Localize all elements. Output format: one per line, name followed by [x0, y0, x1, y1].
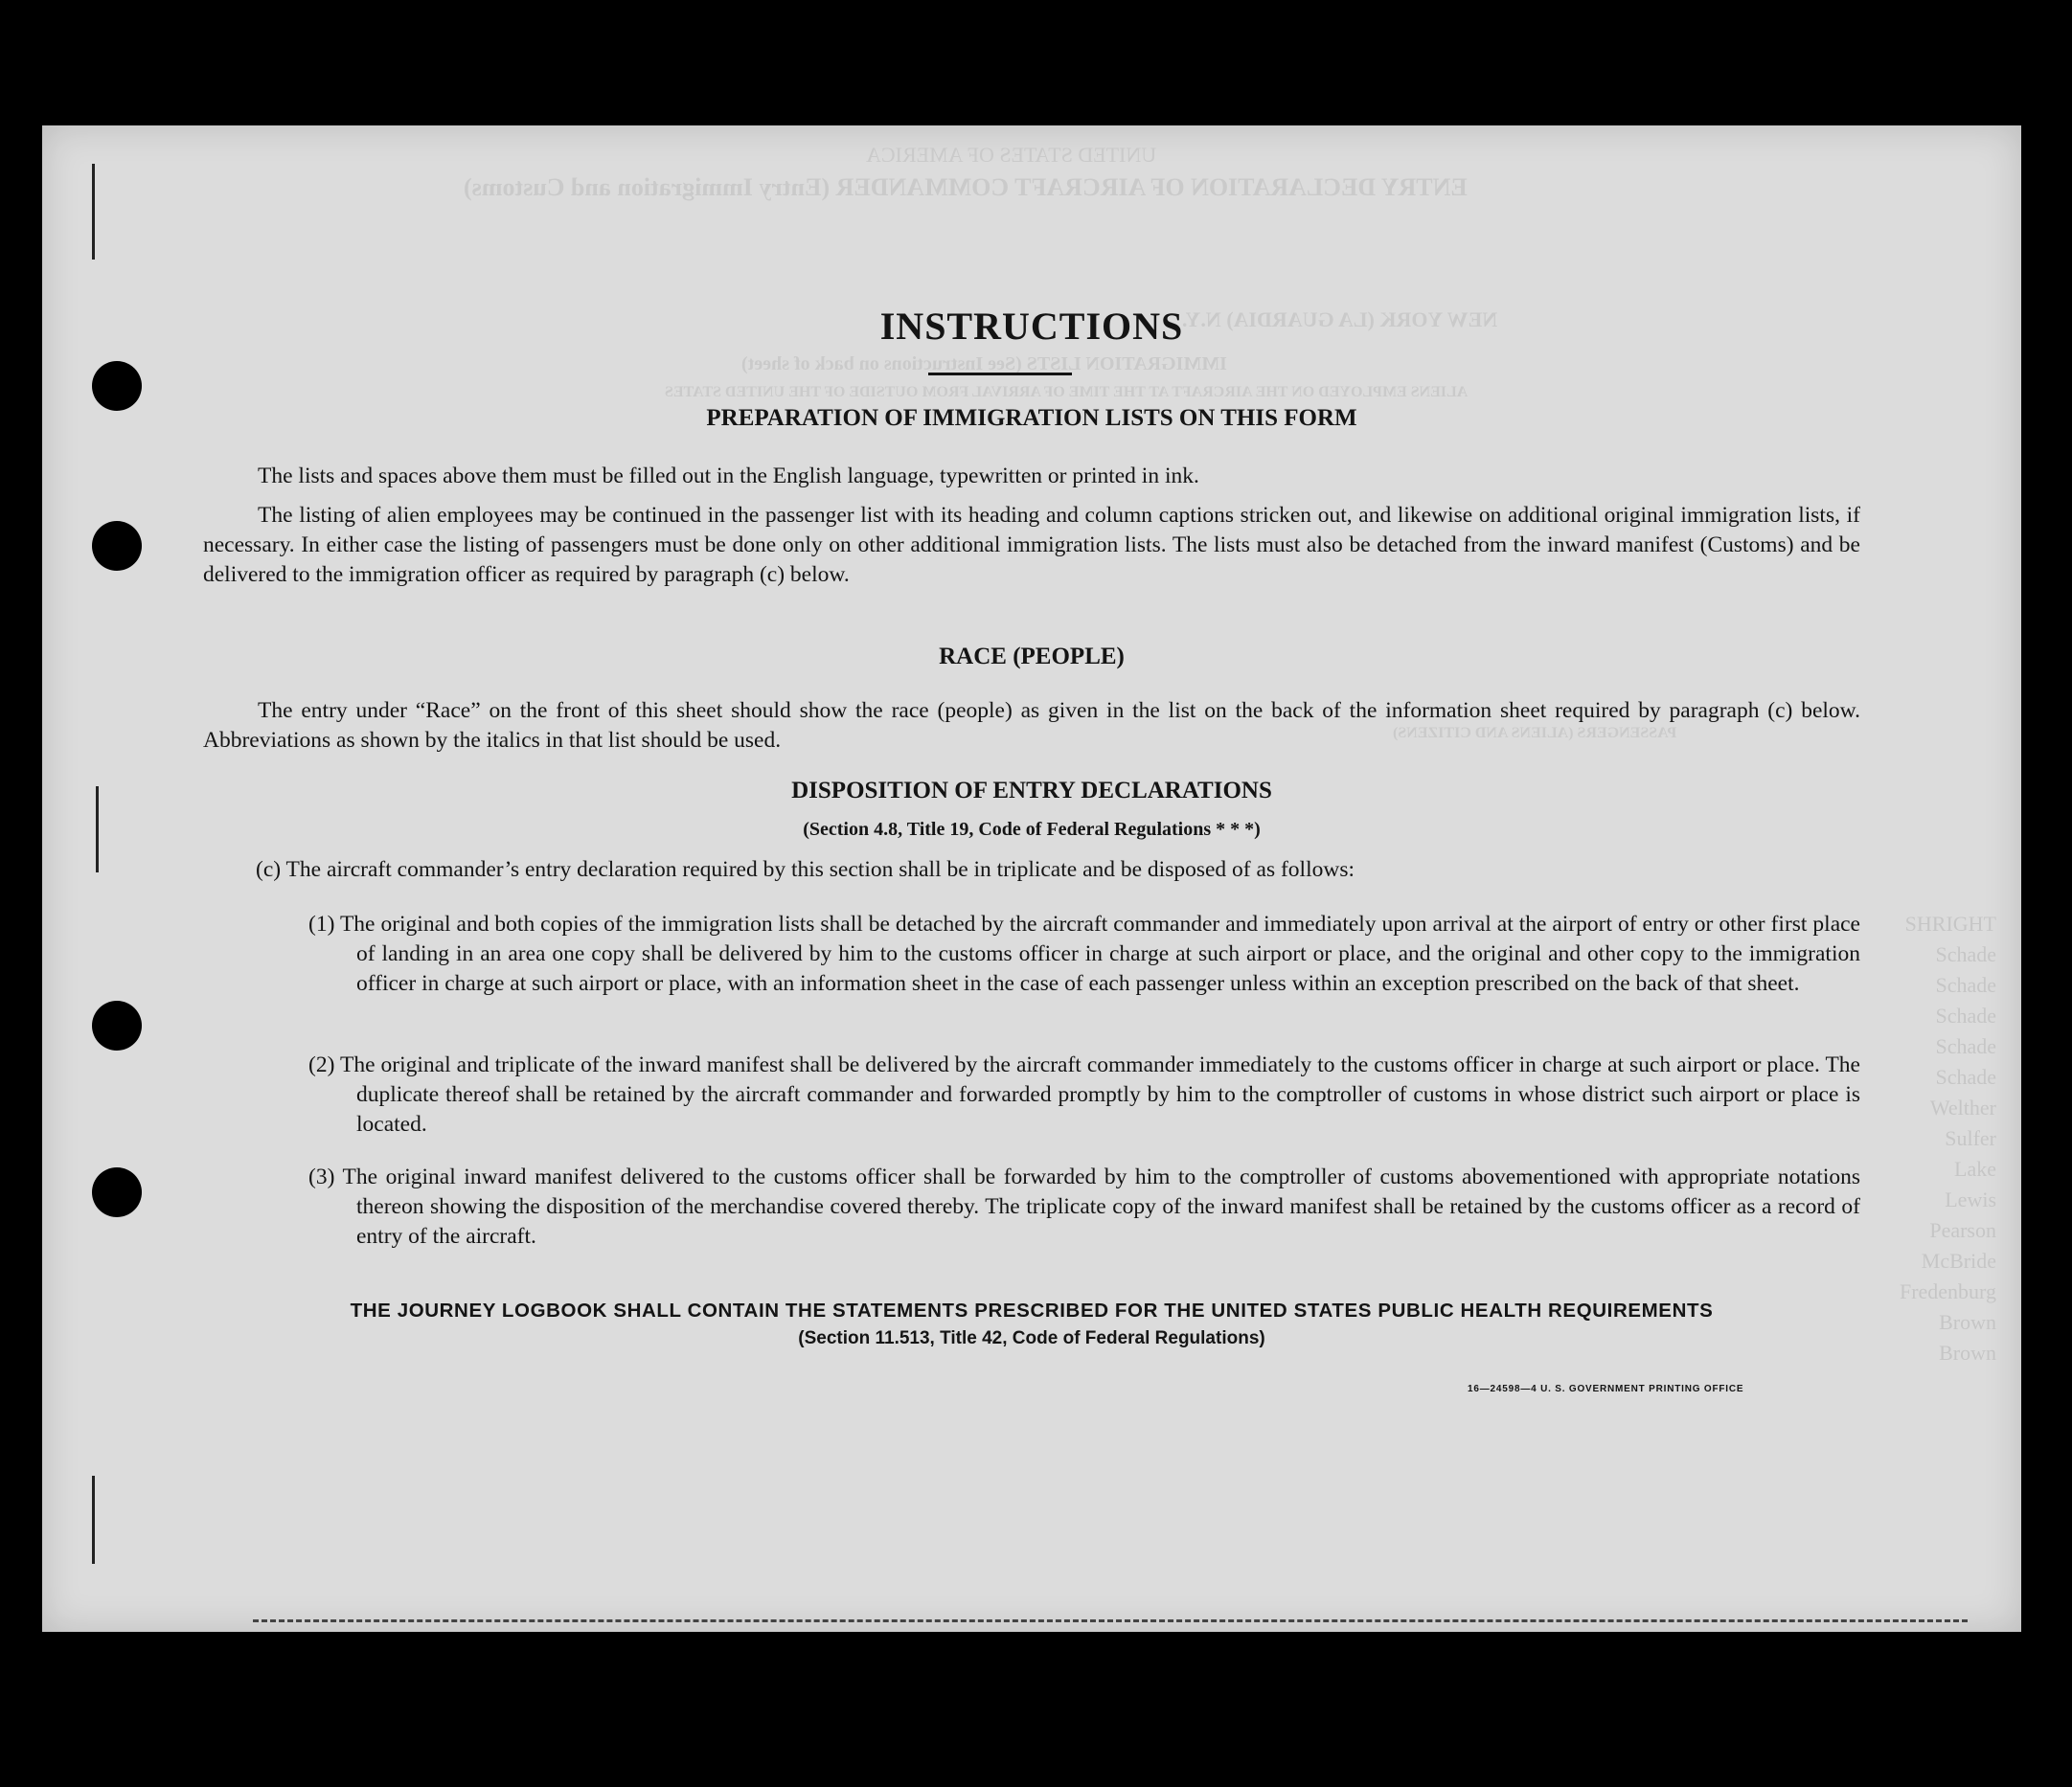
- bleed-name: Fredenburg: [1899, 1279, 1996, 1303]
- bleed-name: Brown: [1939, 1310, 1996, 1334]
- bleed-name: Welther: [1929, 1096, 1996, 1120]
- preparation-paragraph-2: The listing of alien employees may be continued in the passenger list with its heading and column captions stricken out, and likewise on additional original immigration lists, if necessary. In either case the listing of passengers must be done only on other additional immigration lists. The lists must also be detached from the inward manifest (Customs) and be delivered to the immigration officer as required by paragraph (c) below.: [203, 503, 1860, 587]
- disposition-citation: (Section 4.8, Title 19, Code of Federal Regulations * * *): [803, 819, 1261, 840]
- perforation-line: [253, 1619, 1968, 1622]
- punch-hole: [92, 361, 142, 411]
- disposition-item-2: (2) The original and triplicate of the inward manifest shall be delivered by the aircraft commander immediately to the customs officer in charge at such airport or place. The duplicate thereof shall be retained by the aircraft commander and forwarded promptly by him to the comptroller of customs in whose district such airport or place is located.: [308, 1052, 1860, 1137]
- bleed-through-line-3: NEW YORK (LA GUARDIA) N.Y.: [1182, 307, 1498, 331]
- document-page: [42, 125, 2021, 1632]
- bleed-name: Sulfer: [1945, 1126, 1996, 1150]
- punch-hole: [92, 521, 142, 571]
- bleed-through-line-4: IMMIGRATION LISTS (See Instructions on back of sheet): [741, 353, 1227, 374]
- preparation-paragraph-1: The lists and spaces above them must be filled out in the English language, typewritten or printed in ink.: [258, 464, 1199, 488]
- edge-mark: [92, 164, 95, 260]
- edge-mark: [92, 1476, 95, 1564]
- bleed-name: Schade: [1935, 973, 1996, 997]
- punch-hole: [92, 1001, 142, 1051]
- bleed-name: Pearson: [1929, 1218, 1996, 1242]
- bleed-name: McBride: [1921, 1249, 1996, 1273]
- disposition-intro: (c) The aircraft commander’s entry declaration required by this section shall be in triplicate and be disposed of as follows:: [256, 857, 1355, 882]
- bleed-name: Lewis: [1945, 1188, 1996, 1211]
- disposition-item-3: (3) The original inward manifest delivered to the customs officer shall be forwarded by him to the comptroller of customs abovementioned with appropriate notations thereon showing the disposition of the merchandise covered thereby. The triplicate copy of the inward manifest shall be retained by the customs officer as a record of entry of the aircraft.: [308, 1165, 1860, 1249]
- disposition-item-1: (1) The original and both copies of the immigration lists shall be detached by the aircraft commander and immediately upon arrival at the airport of entry or other first place of landing in an area one copy shall be delivered by him to the customs officer in charge at such airport or place, and the original and other copy to the immigration officer in charge at such airport or place, with an information sheet in the case of each passenger unless within an exception prescribed on the back of that sheet.: [308, 912, 1860, 996]
- bleed-name: Brown: [1939, 1341, 1996, 1365]
- journey-logbook-statement: THE JOURNEY LOGBOOK SHALL CONTAIN THE STATEMENTS PRESCRIBED FOR THE UNITED STATES PUBLIC HEALTH REQUIREMENTS: [350, 1300, 1714, 1322]
- bleed-name: Schade: [1935, 1004, 1996, 1028]
- bleed-name: Schade: [1935, 1034, 1996, 1058]
- bleed-name: SHRIGHT: [1904, 912, 1996, 936]
- bleed-name: Lake: [1954, 1157, 1996, 1181]
- bleed-through-line-5: ALIENS EMPLOYED ON THE AIRCRAFT AT THE TIME OF ARRIVAL FROM OUTSIDE OF THE UNITED STATES: [665, 384, 1469, 400]
- race-heading: RACE (PEOPLE): [939, 644, 1125, 669]
- printer-mark: 16—24598—4 U. S. GOVERNMENT PRINTING OFFICE: [1468, 1384, 1744, 1394]
- disposition-heading: DISPOSITION OF ENTRY DECLARATIONS: [791, 778, 1272, 803]
- journey-logbook-citation: (Section 11.513, Title 42, Code of Federal Regulations): [798, 1328, 1265, 1348]
- bleed-name: Schade: [1935, 942, 1996, 966]
- bleed-through-line-2: ENTRY DECLARATION OF AIRCRAFT COMMANDER (Entry Immigration and Customs): [464, 173, 1468, 201]
- page-title: INSTRUCTIONS: [879, 305, 1184, 348]
- bleed-through-line-6: PASSENGERS (ALIENS AND CITIZENS): [1393, 725, 1677, 741]
- bleed-through-line-1: UNITED STATES OF AMERICA: [866, 143, 1157, 167]
- title-rule: [928, 373, 1072, 375]
- punch-hole: [92, 1167, 142, 1217]
- preparation-heading: PREPARATION OF IMMIGRATION LISTS ON THIS FORM: [706, 405, 1357, 431]
- bleed-name: Schade: [1935, 1065, 1996, 1089]
- race-paragraph: The entry under “Race” on the front of this sheet should show the race (people) as given in the list on the back of the information sheet required by paragraph (c) below. Abbreviations as shown by the italics in that list should be used.: [203, 698, 1860, 753]
